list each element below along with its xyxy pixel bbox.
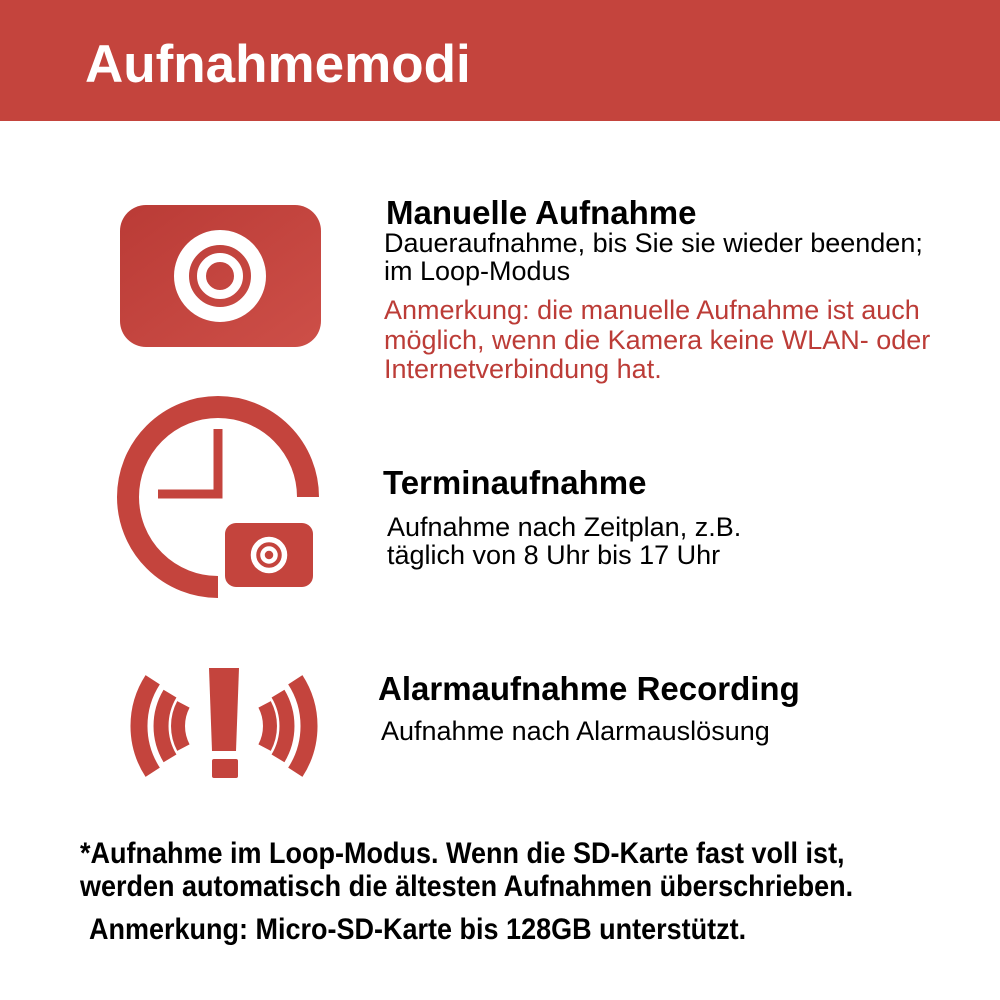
- section-title: Alarmaufnahme Recording: [378, 670, 800, 707]
- note-line: Anmerkung: die manuelle Aufnahme ist auch: [384, 295, 920, 325]
- page-title: Aufnahmemodi: [85, 35, 471, 94]
- loop-mode-note: [80, 837, 853, 903]
- header-banner: [0, 0, 1000, 121]
- schedule-clock-icon: [105, 395, 350, 600]
- description-line: täglich von 8 Uhr bis 17 Uhr: [387, 540, 721, 570]
- sd-card-note: Anmerkung: Micro-SD-Karte bis 128GB unterstützt.: [89, 913, 747, 946]
- section-title: Manuelle Aufnahme: [386, 194, 697, 231]
- description-line: Aufnahme nach Alarmauslösung: [381, 716, 770, 746]
- section-description: [384, 229, 923, 285]
- section-note: [384, 296, 930, 385]
- note-line: Internetverbindung hat.: [384, 354, 662, 384]
- record-button-icon: [120, 205, 321, 347]
- section-description: [381, 717, 770, 745]
- note-line: möglich, wenn die Kamera keine WLAN- oder: [384, 324, 931, 355]
- description-line: Daueraufnahme, bis Sie sie wieder beenden;: [384, 228, 923, 258]
- section-description: [387, 513, 741, 569]
- alarm-exclamation-icon: [110, 650, 350, 790]
- section-title: Terminaufnahme: [383, 464, 647, 501]
- description-line: im Loop-Modus: [384, 256, 571, 286]
- footnote-line: *Aufnahme im Loop-Modus. Wenn die SD-Karte fast voll ist,: [80, 837, 845, 870]
- footnote-line: werden automatisch die ältesten Aufnahmen überschrieben.: [80, 870, 854, 903]
- description-line: Aufnahme nach Zeitplan, z.B.: [387, 512, 742, 542]
